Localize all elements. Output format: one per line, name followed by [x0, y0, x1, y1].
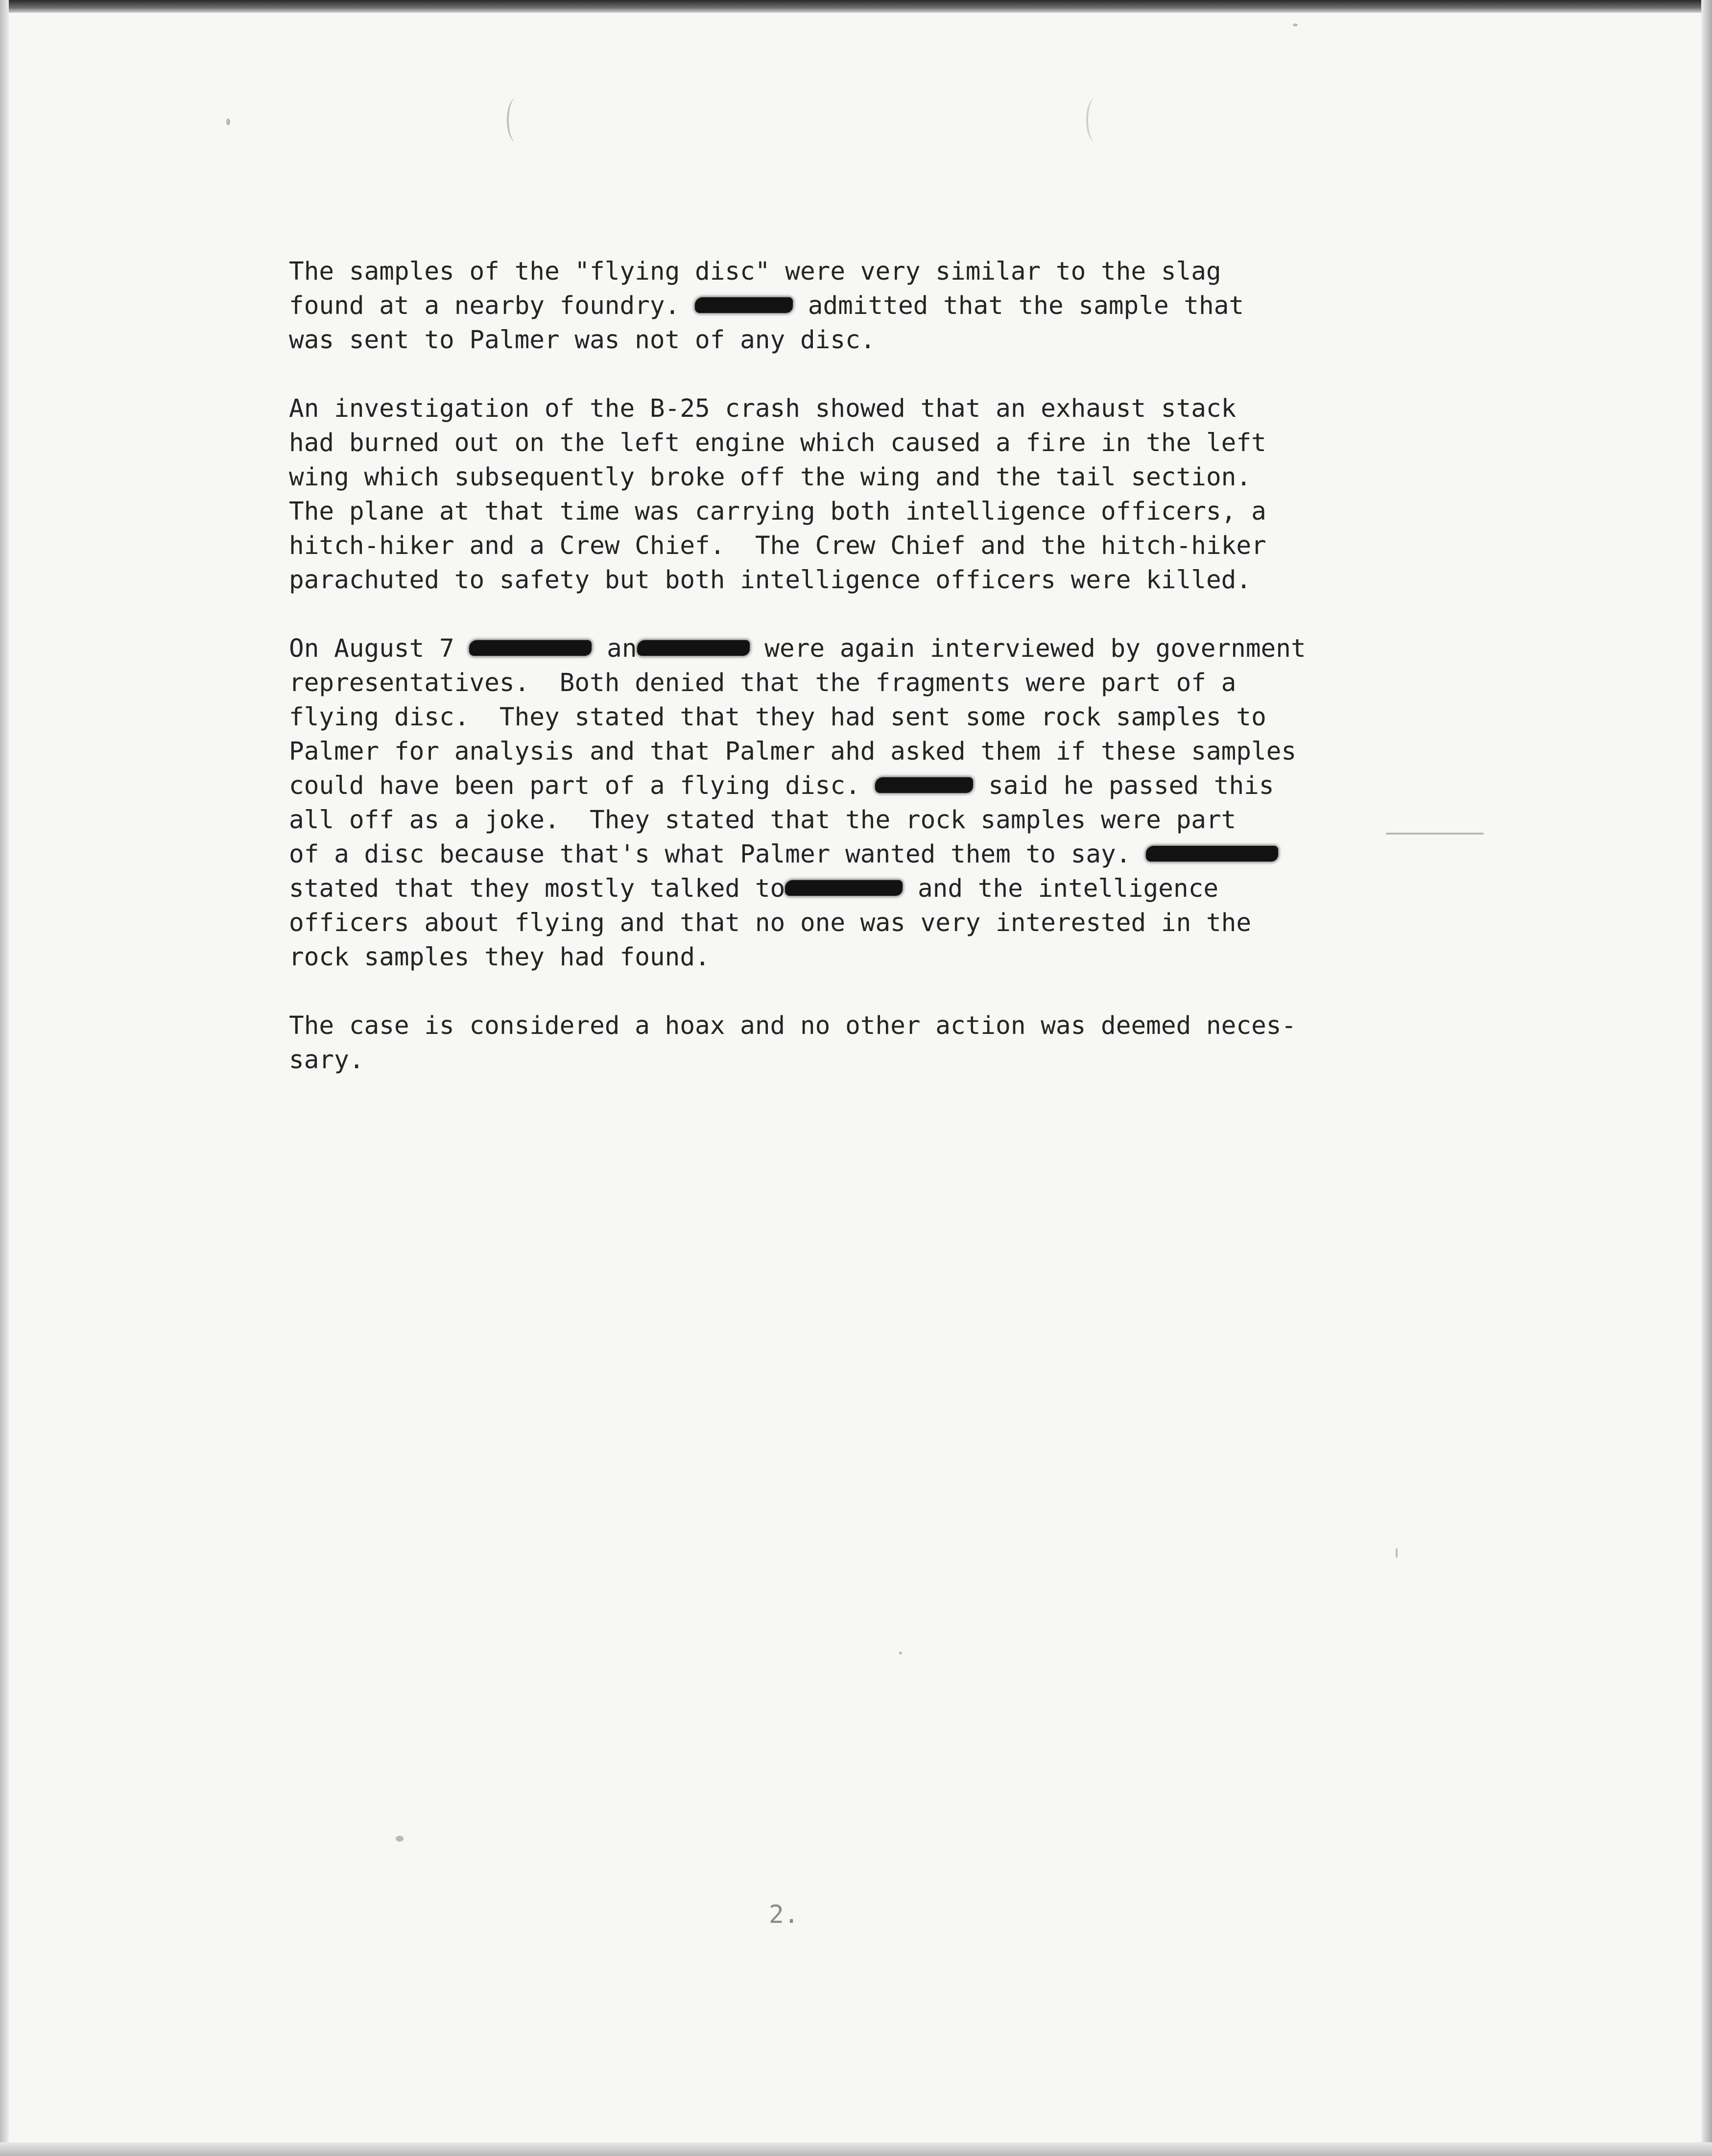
text-segment: The case is considered a hoax and no other action was deemed neces-: [289, 1011, 1297, 1040]
paragraph: [289, 392, 1474, 598]
text-line: [289, 529, 1474, 563]
text-line: [289, 1009, 1474, 1043]
text-line: [289, 769, 1474, 803]
document-body: [289, 255, 1474, 1112]
text-line: [289, 289, 1474, 323]
text-line: [289, 906, 1474, 940]
text-segment: had burned out on the left engine which caused a fire in the left: [289, 429, 1266, 457]
text-line: [289, 426, 1474, 460]
text-line: [289, 563, 1474, 598]
text-segment: said he passed this: [973, 771, 1274, 800]
text-line: [289, 838, 1474, 872]
text-line: [289, 460, 1474, 495]
text-segment: parachuted to safety but both intelligence officers were killed.: [289, 566, 1252, 595]
text-segment: officers about flying and that no one was very interested in the: [289, 909, 1252, 937]
redaction-mark: [1146, 846, 1278, 862]
text-segment: found at a nearby foundry.: [289, 291, 695, 320]
text-line: [289, 392, 1474, 426]
paragraph: [289, 632, 1474, 975]
text-segment: sary.: [289, 1046, 364, 1075]
scan-speck: [226, 119, 230, 125]
scan-speck: [396, 1836, 404, 1842]
punch-hole-mark-left: [507, 98, 525, 142]
text-line: [289, 255, 1474, 289]
scan-speck: [1396, 1548, 1398, 1558]
scan-bottom-edge: [0, 2142, 1712, 2156]
scan-top-edge: [0, 0, 1712, 13]
paragraph: [289, 1009, 1474, 1078]
text-segment: could have been part of a flying disc.: [289, 771, 876, 800]
text-segment: Palmer for analysis and that Palmer ahd asked them if these samples: [289, 737, 1297, 766]
text-segment: representatives. Both denied that the fragments were part of a: [289, 669, 1236, 697]
text-segment: were again interviewed by government: [749, 634, 1306, 663]
text-line: [289, 632, 1474, 666]
scan-left-edge: [0, 0, 9, 2156]
text-segment: hitch-hiker and a Crew Chief. The Crew Chief and the hitch-hiker: [289, 531, 1266, 560]
paragraph: [289, 255, 1474, 358]
text-segment: stated that they mostly talked to: [289, 874, 785, 903]
text-segment: The samples of the "flying disc" were very similar to the slag: [289, 257, 1221, 286]
text-line: [289, 323, 1474, 358]
text-segment: of a disc because that's what Palmer wanted them to say.: [289, 840, 1146, 869]
text-segment: On August 7: [289, 634, 470, 663]
text-segment: was sent to Palmer was not of any disc.: [289, 326, 876, 355]
text-segment: The plane at that time was carrying both intelligence officers, a: [289, 497, 1266, 526]
text-segment: rock samples they had found.: [289, 943, 710, 972]
text-line: [289, 872, 1474, 906]
redaction-mark: [637, 640, 750, 656]
text-line: [289, 495, 1474, 529]
punch-hole-mark-right: [1086, 98, 1105, 142]
redaction-mark: [469, 640, 592, 656]
scan-speck: [899, 1652, 902, 1654]
text-line: [289, 700, 1474, 735]
text-segment: and the intelligence: [903, 874, 1219, 903]
scan-right-edge: [1701, 0, 1712, 2156]
redaction-mark: [695, 297, 793, 313]
text-segment: an: [592, 634, 637, 663]
text-segment: admitted that the sample that: [793, 291, 1244, 320]
text-line: [289, 735, 1474, 769]
scan-speck: [1293, 24, 1298, 26]
text-segment: flying disc. They stated that they had sent some rock samples to: [289, 703, 1266, 732]
redaction-mark: [785, 880, 903, 896]
text-segment: wing which subsequently broke off the wing and the tail section.: [289, 463, 1252, 492]
text-segment: An investigation of the B-25 crash showed that an exhaust stack: [289, 394, 1236, 423]
text-line: [289, 940, 1474, 975]
text-segment: all off as a joke. They stated that the rock samples were part: [289, 806, 1236, 835]
redaction-mark: [875, 777, 973, 793]
text-line: [289, 1043, 1474, 1078]
text-line: [289, 666, 1474, 700]
text-line: [289, 803, 1474, 838]
page-number: 2.: [769, 1900, 799, 1929]
